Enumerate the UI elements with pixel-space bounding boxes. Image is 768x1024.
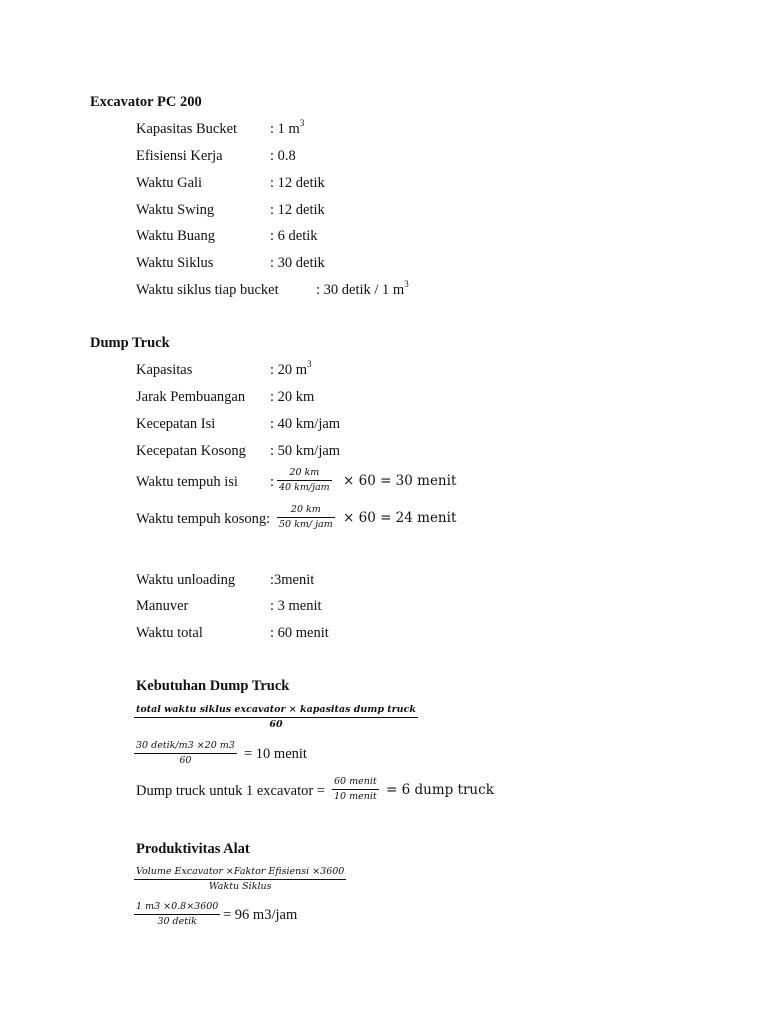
fraction-produktivitas-calc bbox=[134, 902, 220, 926]
spec-value: :3menit bbox=[270, 572, 315, 588]
spec-value: : 0.8 bbox=[270, 148, 296, 164]
kebutuhan-heading: Kebutuhan Dump Truck bbox=[136, 678, 290, 694]
spec-colon: : bbox=[270, 474, 275, 490]
fraction-kosong bbox=[277, 505, 335, 529]
spec-label: Waktu Buang bbox=[136, 228, 215, 244]
spec-value: : 12 detik bbox=[270, 202, 325, 218]
spec-value: : 40 km/jam bbox=[270, 416, 341, 432]
spec-value: : 30 detik / 1 $m^3$ bbox=[316, 279, 409, 298]
fraction-per-excavator bbox=[332, 777, 379, 801]
spec-label: Waktu tempuh kosong: bbox=[136, 511, 271, 527]
formula-result: = 6 dump truck bbox=[386, 782, 494, 798]
fraction-denominator: 40 km/jam bbox=[279, 481, 330, 493]
formula-result: × 60 = 30 menit bbox=[343, 473, 457, 489]
produktivitas-heading: Produktivitas Alat bbox=[136, 841, 250, 857]
spec-label: Waktu tempuh isi bbox=[136, 474, 238, 490]
fraction-numerator: 20 km bbox=[277, 505, 335, 518]
fraction-isi bbox=[277, 468, 332, 492]
fraction-denominator: 10 menit bbox=[334, 790, 377, 802]
spec-value: : 6 detik bbox=[270, 228, 318, 244]
formula-result: = 10 menit bbox=[244, 746, 307, 762]
spec-label: Jarak Pembuangan bbox=[136, 389, 246, 405]
spec-value: : 12 detik bbox=[270, 175, 325, 191]
spec-value: : 60 menit bbox=[270, 625, 329, 641]
spec-label: Waktu Gali bbox=[136, 175, 203, 191]
per-excavator-label: Dump truck untuk 1 excavator = bbox=[136, 783, 325, 799]
spec-label: Efisiensi Kerja bbox=[136, 148, 223, 164]
fraction-kebutuhan-calc bbox=[134, 741, 237, 765]
spec-label: Waktu total bbox=[136, 625, 203, 641]
fraction-denominator: 60 bbox=[269, 718, 283, 730]
fraction-denominator: 30 detik bbox=[157, 915, 197, 927]
spec-label: Kecepatan Isi bbox=[136, 416, 216, 432]
spec-label: Kecepatan Kosong bbox=[136, 443, 246, 459]
formula-result: × 60 = 24 menit bbox=[343, 510, 457, 526]
fraction-numerator: Volume Excavator ×Faktor Efisiensi ×3600 bbox=[134, 867, 346, 880]
spec-value: : 20 km bbox=[270, 389, 315, 405]
fraction-denominator: 50 km/ jam bbox=[279, 518, 333, 530]
fraction-denominator: Waktu Siklus bbox=[208, 880, 272, 892]
fraction-numerator: total waktu siklus excavator × kapasitas dump truck bbox=[134, 705, 418, 718]
fraction-numerator: 20 km bbox=[277, 468, 332, 481]
spec-label: Waktu Siklus bbox=[136, 255, 214, 271]
spec-label: Waktu siklus tiap bucket bbox=[136, 282, 279, 298]
excavator-heading: Excavator PC 200 bbox=[90, 94, 202, 110]
spec-value: : 1 $m^3$ bbox=[270, 118, 305, 137]
formula-result: = 96 m3/jam bbox=[223, 907, 298, 923]
spec-value: : 20 $m^3$ bbox=[270, 359, 312, 378]
spec-value: : 3 menit bbox=[270, 598, 322, 614]
fraction-numerator: 60 menit bbox=[332, 777, 379, 790]
spec-label: Kapasitas Bucket bbox=[136, 121, 238, 137]
fraction-denominator: 60 bbox=[179, 754, 192, 766]
fraction-numerator: 30 detik/m3 ×20 m3 bbox=[134, 741, 237, 754]
spec-value: : 50 km/jam bbox=[270, 443, 341, 459]
spec-label: Waktu unloading bbox=[136, 572, 236, 588]
spec-label: Waktu Swing bbox=[136, 202, 215, 218]
fraction-kebutuhan-formula bbox=[134, 705, 418, 729]
spec-label: Manuver bbox=[136, 598, 189, 614]
spec-label: Kapasitas bbox=[136, 362, 193, 378]
fraction-produktivitas-formula bbox=[134, 867, 346, 891]
dump-truck-heading: Dump Truck bbox=[90, 335, 170, 351]
spec-value: : 30 detik bbox=[270, 255, 325, 271]
fraction-numerator: 1 m3 ×0.8×3600 bbox=[134, 902, 220, 915]
